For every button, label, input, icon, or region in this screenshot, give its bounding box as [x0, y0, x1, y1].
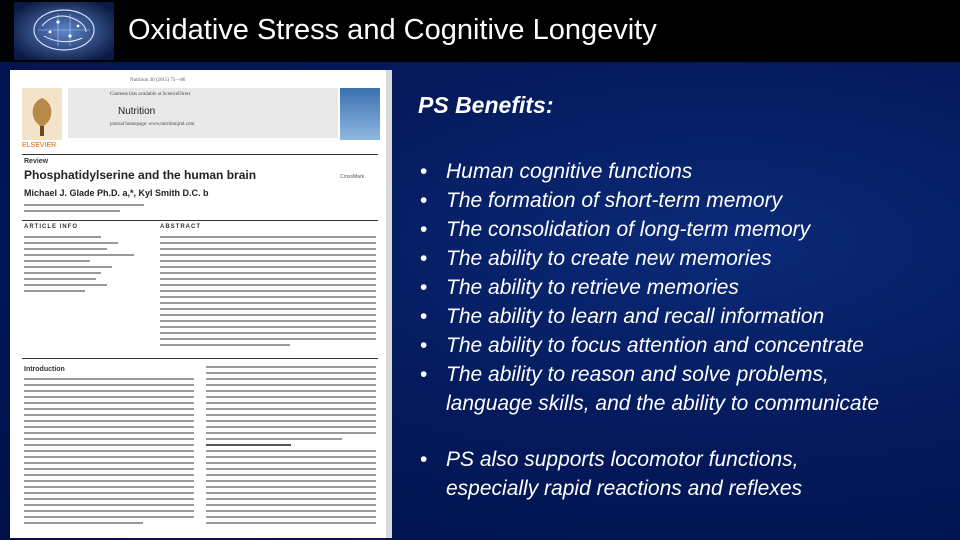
introduction-label: Introduction: [24, 366, 65, 373]
benefit-text: The ability to retrieve memories: [446, 276, 739, 299]
paper-authors: Michael J. Glade Ph.D. a,*, Kyl Smith D.C. b: [24, 188, 209, 198]
paper-citation: Nutrition 30 (2015) 75—86: [130, 78, 186, 83]
benefit-text: The consolidation of long-term memory: [446, 218, 811, 241]
paper-title: Phosphatidylserine and the human brain: [24, 168, 257, 182]
paper-section-label: Review: [24, 158, 49, 165]
publisher-label: ELSEVIER: [22, 142, 57, 149]
slide-title: Oxidative Stress and Cognitive Longevity: [128, 14, 657, 46]
extra-benefit-line-2: especially rapid reactions and reflexes: [446, 477, 803, 500]
bullet-dot: •: [420, 160, 428, 183]
affiliation-lines: [24, 204, 144, 216]
benefit-item: [418, 273, 948, 302]
bullet-dot: •: [420, 334, 428, 357]
extra-benefit: [418, 445, 948, 503]
body-column-right: [206, 366, 376, 528]
article-info-label: ARTICLE INFO: [24, 224, 78, 230]
divider: [22, 220, 378, 221]
bullet-dot: •: [420, 218, 428, 241]
journal-cover-image: [340, 88, 380, 140]
journal-name: Nutrition: [118, 106, 156, 117]
abstract-lines: [160, 236, 376, 350]
benefit-text: The ability to focus attention and concentrate: [446, 334, 864, 357]
divider: [22, 358, 378, 359]
brain-circuit-icon: [14, 2, 114, 60]
article-info-lines: [24, 236, 134, 296]
divider: [22, 154, 378, 155]
benefit-item: [418, 244, 948, 273]
benefits-panel: [418, 92, 948, 503]
body-column-left: [24, 378, 194, 528]
benefits-list: [418, 157, 948, 418]
benefit-text: The formation of short-term memory: [446, 189, 783, 212]
extra-benefit-line-1: PS also supports locomotor functions,: [446, 448, 799, 471]
title-bar: [0, 0, 960, 62]
benefits-heading: PS Benefits:: [418, 92, 554, 118]
benefit-item: [418, 215, 948, 244]
bullet-dot: •: [420, 363, 428, 386]
benefit-item: [418, 157, 948, 186]
benefit-item: [418, 302, 948, 331]
benefit-item: [418, 186, 948, 215]
benefit-text: The ability to create new memories: [446, 247, 772, 270]
bullet-dot: •: [420, 448, 428, 471]
bullet-dot: •: [420, 189, 428, 212]
benefit-item: [418, 360, 948, 389]
bullet-dot: •: [420, 276, 428, 299]
paper-thumbnail: [10, 70, 392, 538]
benefit-text: The ability to learn and recall information: [446, 305, 825, 328]
bullet-dot: •: [420, 305, 428, 328]
journal-homepage: journal homepage: www.nutritionjrnl.com: [110, 122, 195, 127]
bullet-dot: •: [420, 247, 428, 270]
journal-header: [68, 88, 338, 138]
benefit-item-continuation: language skills, and the ability to communicate: [446, 392, 880, 415]
available-text: Contents lists available at ScienceDirect: [110, 92, 191, 97]
abstract-label: ABSTRACT: [160, 224, 201, 230]
benefit-text: Human cognitive functions: [446, 160, 693, 183]
benefit-item: [418, 331, 948, 360]
crossmark-badge: CrossMark: [340, 174, 365, 180]
elsevier-tree-icon: [22, 88, 62, 140]
benefit-text: The ability to reason and solve problems,: [446, 363, 829, 386]
